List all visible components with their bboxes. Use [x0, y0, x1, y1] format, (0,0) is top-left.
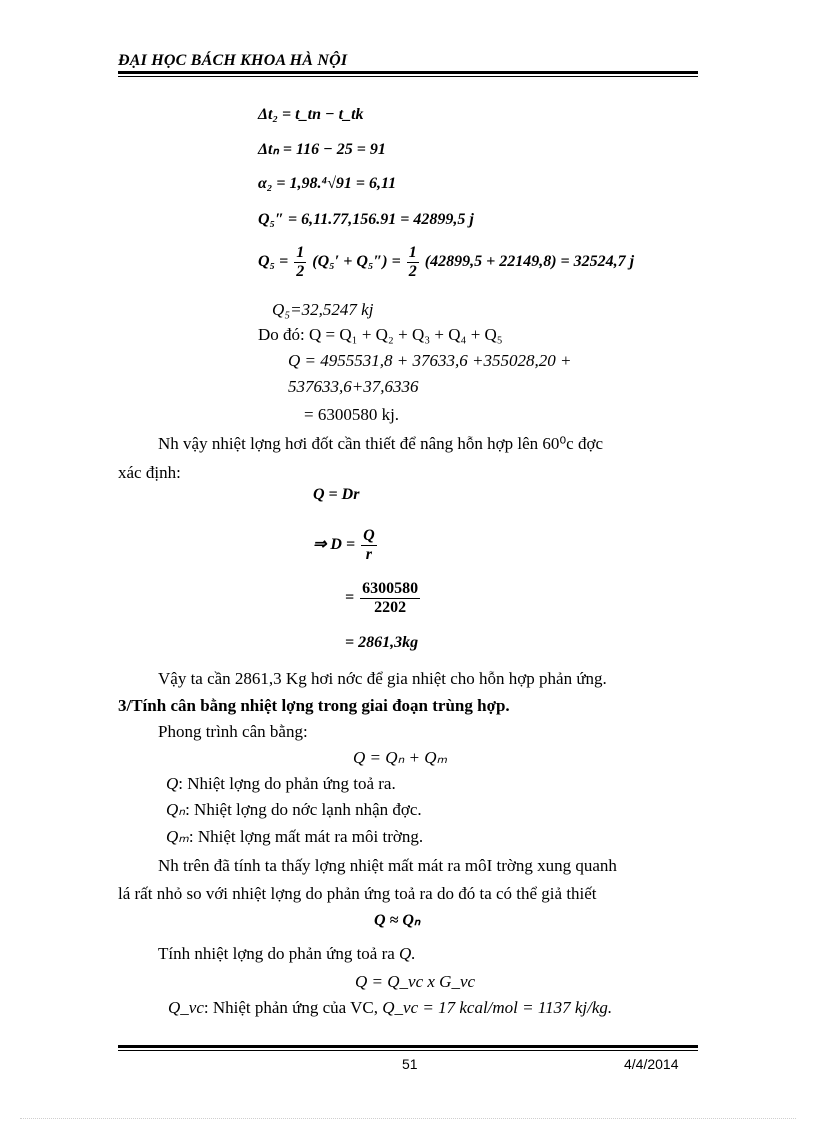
paragraph-4-text: Tính nhiệt lợng do phản ứng toả ra: [158, 944, 400, 963]
line-qvc: [168, 998, 612, 1018]
fraction-half-1-num: 1: [296, 244, 305, 261]
page-header-title: ĐẠI HỌC BÁCH KHOA HÀ NỘI: [118, 52, 348, 69]
line-do-do-text: Do đó: Q = Q₁ + Q₂ + Q₃ + Q₄ + Q₅: [258, 325, 503, 344]
fraction-q-over-r-den: r: [365, 546, 372, 563]
equation-result-kg: = 2861,3kg: [345, 634, 419, 651]
fraction-big-num: 6300580: [362, 580, 419, 597]
fraction-half-2-num: 1: [408, 244, 417, 261]
fraction-q-over-r-num: Q: [363, 527, 375, 544]
paragraph-4-symbol: Q.: [399, 944, 416, 963]
equation-q5: [258, 244, 634, 281]
equation-d-lhs: ⇒ D =: [313, 536, 356, 554]
definition-q: [166, 774, 396, 794]
line-qvc-text: : Nhiệt phản ứng của VC,: [203, 998, 383, 1017]
footer-date: 4/4/2014: [624, 1056, 679, 1072]
line-qvc-symbol: Q_vc: [168, 998, 204, 1017]
fraction-big-den: 2202: [374, 599, 407, 616]
header-rule-thin: [118, 76, 698, 77]
definition-qn-symbol: Qₙ: [166, 800, 186, 819]
equation-q-dr: Q = Dr: [313, 486, 360, 503]
equation-approx: Q ≈ Qₙ: [374, 912, 421, 929]
fraction-half-2: [407, 244, 419, 281]
header-rule-thick: [118, 71, 698, 74]
footer-rule-thick: [118, 1045, 698, 1048]
definition-qm-symbol: Qₘ: [166, 827, 189, 846]
definition-qn-text: : Nhiệt lợng do nớc lạnh nhận đợc.: [185, 800, 422, 819]
definition-qm-text: : Nhiệt lợng mất mát ra môi trờng.: [188, 827, 424, 846]
line-q-sum-1: Q = 4955531,8 + 37633,6 +355028,20 +: [288, 351, 572, 370]
footer-rule-thin: [118, 1050, 698, 1051]
equation-q5-mid: (Q₅′ + Q₅″) =: [312, 253, 401, 271]
equation-delta-t2: Δt₂ = t_tn − t_tk: [258, 106, 364, 123]
definition-q-symbol: Q: [166, 774, 179, 793]
equation-q-vc: Q = Q_vc x G_vc: [355, 972, 476, 991]
page-edge-dotted-line: [20, 1118, 796, 1119]
equation-q5-lhs: Q₅ =: [258, 253, 289, 271]
definition-qm: [166, 827, 423, 847]
line-qvc-value: Q_vc = 17 kcal/mol = 1137 kj/kg.: [382, 998, 613, 1017]
paragraph-4: [158, 944, 416, 964]
paragraph-1-line-1: Nh vậy nhiệt lợng hơi đốt cần thiết để nâng hỗn hợp lên 60⁰c đợc: [158, 434, 604, 453]
fraction-half-1: [294, 244, 306, 281]
equation-d: [313, 527, 379, 564]
paragraph-3-line-2: lá rất nhỏ so với nhiệt lợng do phản ứng toả ra do đó ta có thể giả thiết: [118, 884, 597, 903]
fraction-half-2-den: 2: [408, 263, 417, 280]
paragraph-2: Vậy ta cần 2861,3 Kg hơi nớc để gia nhiệt cho hỗn hợp phản ứng.: [158, 669, 607, 688]
definition-qn: [166, 800, 422, 820]
line-ptcb: Phong trình cân bằng:: [158, 722, 308, 741]
fraction-q-over-r: [361, 527, 377, 564]
equation-q5-double-prime: Q₅″ = 6,11.77,156.91 = 42899,5 j: [258, 211, 474, 228]
line-do-do: [258, 325, 503, 345]
section-heading: 3/Tính cân bằng nhiệt lợng trong giai đoạn trùng hợp.: [118, 696, 510, 715]
fraction-big: [360, 580, 420, 617]
equation-alpha2: α₂ = 1,98.⁴√91 = 6,11: [258, 175, 397, 192]
paragraph-1-line-2: xác định:: [118, 463, 181, 482]
equation-d-value: [345, 580, 422, 617]
equation-q5-rhs: (42899,5 + 22149,8) = 32524,7 j: [424, 253, 635, 271]
equation-delta-tn: Δtₙ = 116 − 25 = 91: [258, 141, 386, 158]
line-q5-kj: Q₅=32,5247 kj: [272, 300, 374, 319]
equation-d-value-eq: =: [345, 589, 355, 607]
fraction-half-1-den: 2: [296, 263, 305, 280]
line-q-sum-2: 537633,6+37,6336: [288, 377, 419, 396]
line-q-total: = 6300580 kj.: [304, 405, 400, 424]
definition-q-text: : Nhiệt lợng do phản ứng toả ra.: [178, 774, 396, 793]
page-number: 51: [402, 1056, 418, 1072]
paragraph-3-line-1: Nh trên đã tính ta thấy lợng nhiệt mất mát ra môI trờng xung quanh: [158, 856, 617, 875]
equation-balance: Q = Qₙ + Qₘ: [353, 748, 448, 767]
